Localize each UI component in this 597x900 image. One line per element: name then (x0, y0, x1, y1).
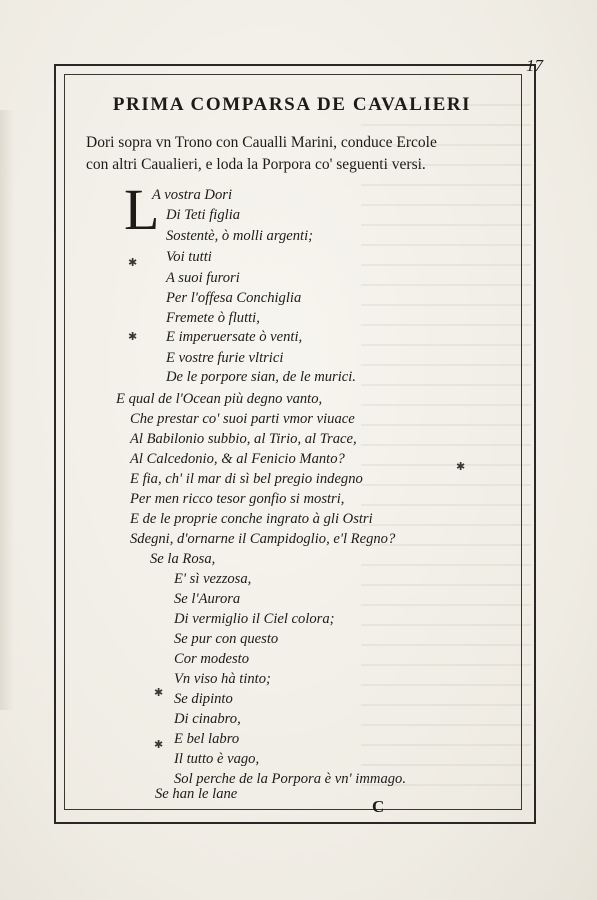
verse-line: Fremete ò flutti, (166, 310, 260, 326)
verse-line: Sol perche de la Porpora è vn' immago. (174, 771, 406, 787)
verse-line: Per l'offesa Conchiglia (166, 290, 302, 306)
verse-line: E vostre furie vltrici (166, 350, 284, 366)
verse-line: De le porpore sian, de le murici. (166, 369, 356, 385)
verse-line: Al Babilonio subbio, al Tirio, al Trace, (130, 431, 357, 447)
verse-line: E bel labro (174, 731, 240, 747)
verse-line: Per men ricco tesor gonfio si mostri, (130, 491, 345, 507)
verse-line: Di Teti figlia (166, 207, 241, 223)
verse-line: Se dipinto (174, 691, 233, 707)
verse-line: Di vermiglio il Ciel colora; (174, 611, 335, 627)
ornament-asterisk: ✱ (128, 257, 138, 269)
verse-line: E imperuersate ò venti, (166, 329, 303, 345)
verse-line: E fia, ch' il mar di sì bel pregio indegno (130, 471, 363, 487)
verse-line: Se pur con questo (174, 631, 279, 647)
verse-line: Voi tutti (166, 249, 212, 265)
verse-line: Se la Rosa, (150, 551, 216, 567)
ornament-asterisk: ✱ (154, 687, 164, 699)
verse-line: A vostra Dori (152, 187, 233, 203)
verse-line: Al Calcedonio, & al Fenicio Manto? (130, 451, 345, 467)
verse-line: E qual de l'Ocean più degno vanto, (116, 391, 323, 407)
page-number: 17 (526, 56, 543, 75)
verse-line: E de le proprie conche ingrato à gli Ostri (130, 511, 373, 527)
intro-paragraph (86, 132, 496, 176)
verse-line: Di cinabro, (174, 711, 241, 727)
verse-line: Sdegni, d'ornarne il Campidoglio, e'l Regno? (130, 531, 396, 547)
verse-line: E' sì vezzosa, (174, 571, 252, 587)
verse-line: Che prestar co' suoi parti vmor viuace (130, 411, 355, 427)
section-heading: PRIMA COMPARSA DE CAVALIERI (112, 94, 472, 115)
verse-line: Se l'Aurora (174, 591, 241, 607)
intro-line-1: Dori sopra vn Trono con Caualli Marini, conduce Ercole (86, 134, 437, 151)
intro-line-2: con altri Caualieri, e loda la Porpora co' seguenti versi. (86, 156, 426, 173)
drop-capital: L (124, 177, 160, 242)
verse-line: Il tutto è vago, (174, 751, 260, 767)
verse-line: Cor modesto (174, 651, 249, 667)
ornament-asterisk: ✱ (154, 739, 164, 751)
ornament-asterisk: ✱ (456, 461, 466, 473)
verse-line: A suoi furori (166, 270, 240, 286)
catchword: Se han le lane (155, 786, 238, 802)
signature-mark: C (372, 797, 385, 816)
binding-shadow (0, 110, 14, 710)
verse-line: Sostentè, ò molli argenti; (166, 228, 313, 244)
ornament-asterisk: ✱ (128, 331, 138, 343)
verse-line: Vn viso hà tinto; (174, 671, 271, 687)
